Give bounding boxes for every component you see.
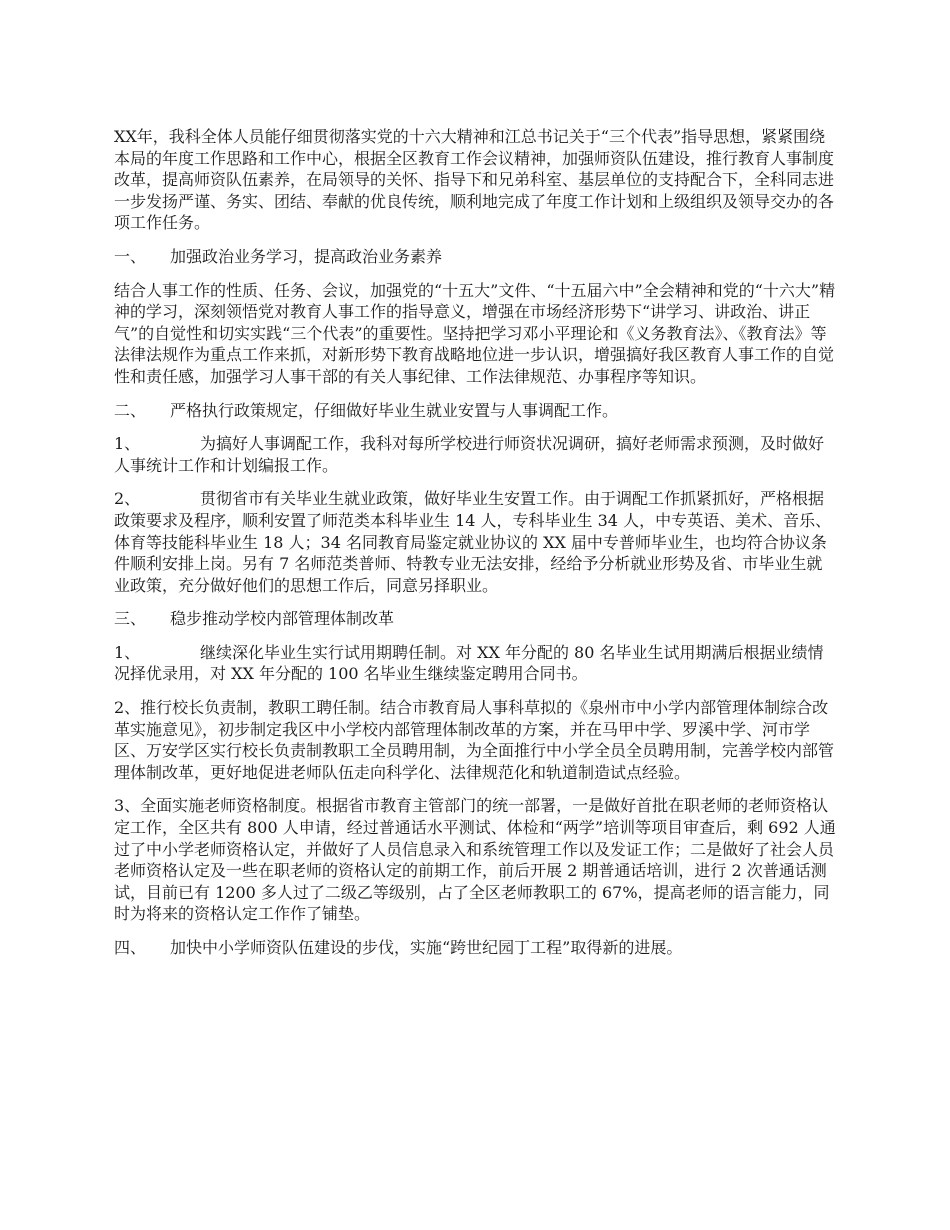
section-heading-2 <box>114 400 838 422</box>
item-text: 继续深化毕业生实行试用期聘任制。对 XX 年分配的 80 名毕业生试用期满后根据业绩情况择优录用，对 XX 年分配的 100 名毕业生继续鉴定聘用合同书。 <box>114 642 824 684</box>
section-heading-4 <box>114 937 838 959</box>
section-2-item-1 <box>114 433 838 476</box>
item-number: 1、 <box>114 642 141 662</box>
section-heading-1 <box>114 246 838 268</box>
section-heading-3 <box>114 608 838 630</box>
section-number: 一、 <box>114 246 147 266</box>
section-number: 三、 <box>114 609 147 629</box>
section-title: 稳步推动学校内部管理体制改革 <box>170 609 395 629</box>
section-title: 加快中小学师资队伍建设的步伐，实施“跨世纪园丁工程”取得新的进展。 <box>170 938 683 957</box>
section-2-item-2 <box>114 488 838 596</box>
section-title: 严格执行政策规定，仔细做好毕业生就业安置与人事调配工作。 <box>170 400 619 420</box>
section-1-body: 结合人事工作的性质、任务、会议，加强党的“十五大”文件、“十五届六中”全会精神和党的“十六大”精神的学习，深刻领悟党对教育人事工作的指导意义，增强在市场经济形势下“讲学习、讲政治、讲正气”的自觉性和切实实践“三个代表”的重要性。坚持把学习邓小平理论和《义务教育法》、《教育法》等法律法规作为重点工作来抓，对新形势下教育战略地位进一步认识，增强搞好我区教育人事工作的自觉性和责任感，加强学习人事干部的有关人事纪律、工作法律规范、办事程序等知识。 <box>114 280 836 386</box>
section-3-item-2: 2、推行校长负责制，教职工聘任制。结合市教育局人事科草拟的《泉州市中小学内部管理体制综合改革实施意见》，初步制定我区中小学校内部管理体制改革的方案，并在马甲中学、罗溪中学、河市学区、万安学区实行校长负责制教职工全员聘用制，为全面推行中小学全员全员聘用制，完善学校内部管理体制改革，更好地促进老师队伍走向科学化、法律规范化和轨道制造试点经验。 <box>114 698 835 782</box>
section-title: 加强政治业务学习，提高政治业务素养 <box>170 246 443 266</box>
item-number: 2、 <box>114 489 141 509</box>
document-page <box>114 126 838 971</box>
item-number: 1、 <box>114 434 141 454</box>
item-text: 为搞好人事调配工作，我科对每所学校进行师资状况调研，搞好老师需求预测，及时做好人事统计工作和计划编报工作。 <box>114 434 825 475</box>
intro-paragraph: XX年，我科全体人员能仔细贯彻落实党的十六大精神和江总书记关于“三个代表”指导思想，紧紧围绕本局的年度工作思路和工作中心，根据全区教育工作会议精神，加强师资队伍建设，推行教育人事制度改革，提高师资队伍素养，在局领导的关怀、指导下和兄弟科室、基层单位的支持配合下，全科同志进一步发扬严谨、务实、团结、奉献的优良传统，顺利地完成了年度工作计划和上级组织及领导交办的各项工作任务。 <box>114 127 835 233</box>
section-number: 四、 <box>114 938 147 957</box>
section-3-item-1 <box>114 642 838 685</box>
item-text: 贯彻省市有关毕业生就业政策，做好毕业生安置工作。由于调配工作抓紧抓好，严格根据政策要求及程序，顺利安置了师范类本科毕业生 14 人，专科毕业生 34 人，中专英语、美术、音乐、体育等技能科毕业生 18 人；34 名同教育局鉴定就业协议的 XX 届中专普师毕业生，也均符合协议条件顺利安排上岗。另有 7 名师范类普师、特教专业无法安排，经给予分析就业形势及省、市毕业生就业政策，充分做好他们的思想工作后，同意另择职业。 <box>114 489 832 595</box>
section-number: 二、 <box>114 400 147 420</box>
section-3-item-3: 3、全面实施老师资格制度。根据省市教育主管部门的统一部署，一是做好首批在职老师的老师资格认定工作，全区共有 800 人申请，经过普通话水平测试、体检和“两学”培训等项目审查后，剩 692 人通过了中小学老师资格认定，并做好了人员信息录入和系统管理工作以及发证工作；二是做好了社会人员老师资格认定及一些在职老师的资格认定的前期工作，前后开展 2 期普通话培训，进行 2 次普通话测试，目前已有 1200 多人过了二级乙等级别，占了全区老师教职工的 67%，提高老师的语言能力，同时为将来的资格认定工作作了铺垫。 <box>114 796 836 924</box>
